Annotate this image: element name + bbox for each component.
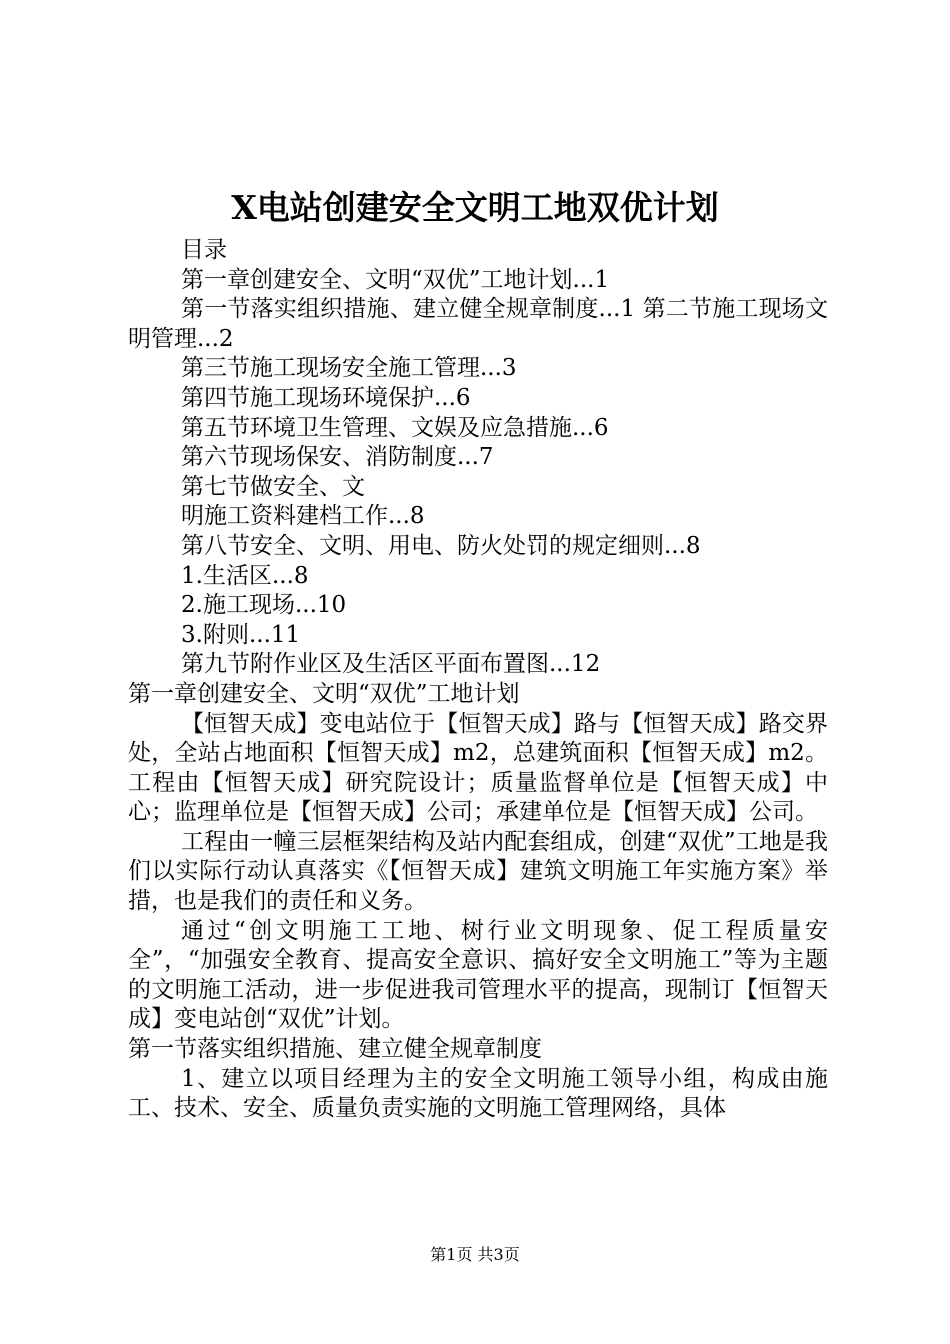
toc-entry: 第九节附作业区及生活区平面布置图...12 [181, 651, 601, 678]
page-footer: 第1页 共3页 [430, 1245, 520, 1264]
toc-entry: 第五节环境卫生管理、文娱及应急措施...6 [181, 414, 609, 441]
document-body [128, 236, 828, 1124]
toc-entry: 1.生活区...8 [181, 562, 309, 589]
toc-entry: 2.施工现场...10 [181, 592, 347, 619]
toc-entry: 第一章创建安全、文明“双优”工地计划...1 [181, 266, 610, 293]
body-paragraph: 【恒智天成】变电站位于【恒智天成】路与【恒智天成】路交界处，全站占地面积【恒智天成】m2，总建筑面积【恒智天成】m2。工程由【恒智天成】研究院设计；质量监督单位是【恒智天成】中心；监理单位是【恒智天成】公司；承建单位是【恒智天成】公司。 [128, 710, 828, 826]
toc-entry: 明施工资料建档工作...8 [181, 503, 425, 530]
chapter-heading: 第一章创建安全、文明“双优”工地计划 [128, 680, 520, 707]
toc-entry: 第八节安全、文明、用电、防火处罚的规定细则...8 [181, 532, 701, 559]
toc-entry: 第三节施工现场安全施工管理...3 [181, 355, 517, 382]
body-paragraph: 通过“创文明施工工地、树行业文明现象、促工程质量安全”，“加强安全教育、提高安全意识、搞好安全文明施工”等为主题的文明施工活动，进一步促进我司管理水平的提高，现制订【恒智天成】变电站创“双优”计划。 [128, 917, 828, 1033]
body-paragraph: 1、建立以项目经理为主的安全文明施工领导小组，构成由施工、技术、安全、质量负责实施的文明施工管理网络，具体 [128, 1065, 828, 1122]
document-title: X电站创建安全文明工地双优计划 [231, 188, 719, 227]
body-paragraph: 工程由一幢三层框架结构及站内配套组成，创建“双优”工地是我们以实际行动认真落实《【恒智天成】建筑文明施工年实施方案》举措，也是我们的责任和义务。 [128, 828, 828, 915]
toc-entry: 第四节施工现场环境保护...6 [181, 384, 471, 411]
toc-entry: 3.附则...11 [181, 621, 301, 648]
toc-entry: 第一节落实组织措施、建立健全规章制度...1 第二节施工现场文明管理...2 [128, 296, 828, 352]
table-of-contents [128, 236, 828, 680]
section-heading: 第一节落实组织措施、建立健全规章制度 [128, 1036, 542, 1063]
toc-entry: 第六节现场保安、消防制度...7 [181, 444, 494, 471]
toc-entry: 第七节做安全、文 [181, 473, 365, 500]
toc-heading: 目录 [181, 237, 227, 263]
